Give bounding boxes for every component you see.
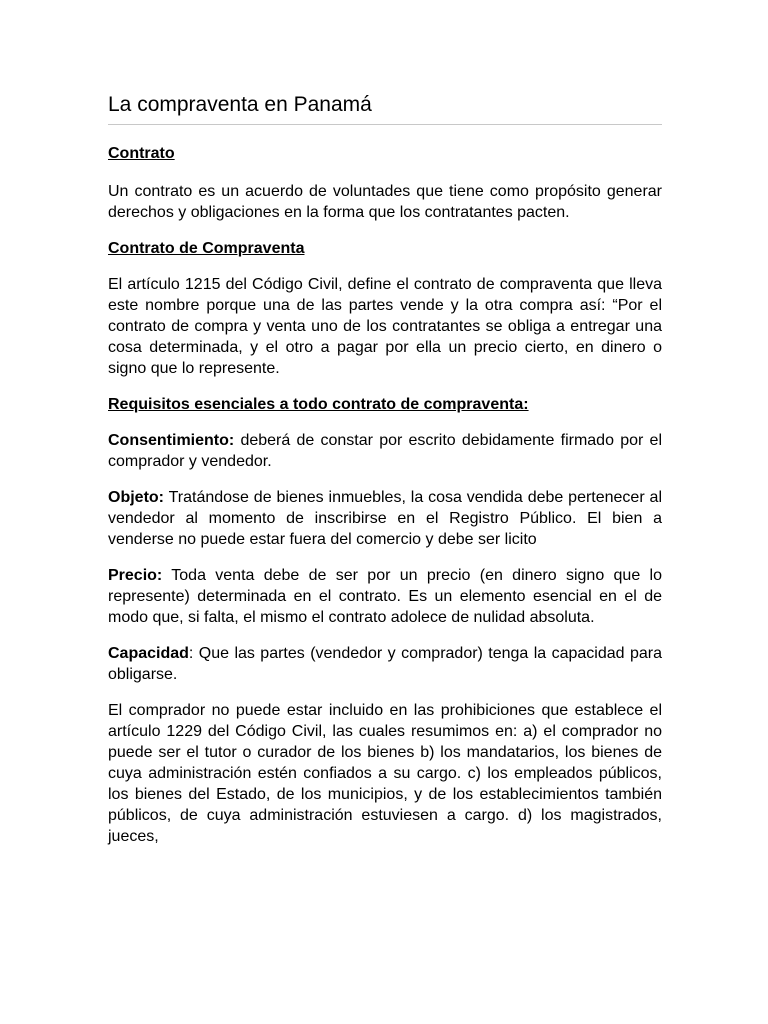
section-heading-contrato: Contrato bbox=[108, 145, 175, 162]
text-objeto: Tratándose de bienes inmuebles, la cosa vendida debe pertenecer al vendedor al momento de inscribirse en el Registro Público. El bien a venderse no puede estar fuera del comercio y debe ser licito bbox=[108, 489, 662, 548]
term-consentimiento: Consentimiento: bbox=[108, 432, 235, 449]
document-page bbox=[108, 92, 662, 847]
paragraph-consentimiento bbox=[108, 430, 662, 472]
text-precio: Toda venta debe de ser por un precio (en dinero signo que lo represente) determinada en el contrato. Es un elemento esencial en el de modo que, si falta, el mismo el contrato adolece de nulidad absoluta. bbox=[108, 567, 662, 626]
paragraph-capacidad bbox=[108, 643, 662, 685]
term-objeto: Objeto: bbox=[108, 489, 164, 506]
paragraph-objeto bbox=[108, 487, 662, 550]
paragraph-prohibiciones-comprador: El comprador no puede estar incluido en las prohibiciones que establece el artículo 1229 del Código Civil, las cuales resumimos en: a) el comprador no puede ser el tutor o curador de los bienes b) los mandatarios, los bienes de cuya administración estén confiados a su cargo. c) los empleados públicos, los bienes del Estado, de los municipios, y de los establecimientos también públicos, de cuya administración estuviesen a cargo. d) los magistrados, jueces, bbox=[108, 702, 662, 845]
section-heading-contrato-compraventa: Contrato de Compraventa bbox=[108, 240, 305, 257]
paragraph-contrato: Un contrato es un acuerdo de voluntades que tiene como propósito generar derechos y obligaciones en la forma que los contratantes pacten. bbox=[108, 183, 662, 221]
text-consentimiento: deberá de constar por escrito debidamente firmado por el comprador y vendedor. bbox=[108, 432, 662, 470]
paragraph-precio bbox=[108, 565, 662, 628]
paragraph-articulo-1215: El artículo 1215 del Código Civil, define el contrato de compraventa que lleva este nombre porque una de las partes vende y la otra compra así: “Por el contrato de compra y venta uno de los contratantes se obliga a entregar una cosa determinada, y el otro a pagar por ella un precio cierto, en dinero o signo que lo represente. bbox=[108, 276, 662, 377]
term-precio: Precio: bbox=[108, 567, 163, 584]
document-title: La compraventa en Panamá bbox=[108, 92, 662, 125]
text-capacidad: : Que las partes (vendedor y comprador) tenga la capacidad para obligarse. bbox=[108, 645, 662, 683]
section-heading-requisitos: Requisitos esenciales a todo contrato de compraventa: bbox=[108, 396, 529, 413]
term-capacidad: Capacidad bbox=[108, 645, 189, 662]
